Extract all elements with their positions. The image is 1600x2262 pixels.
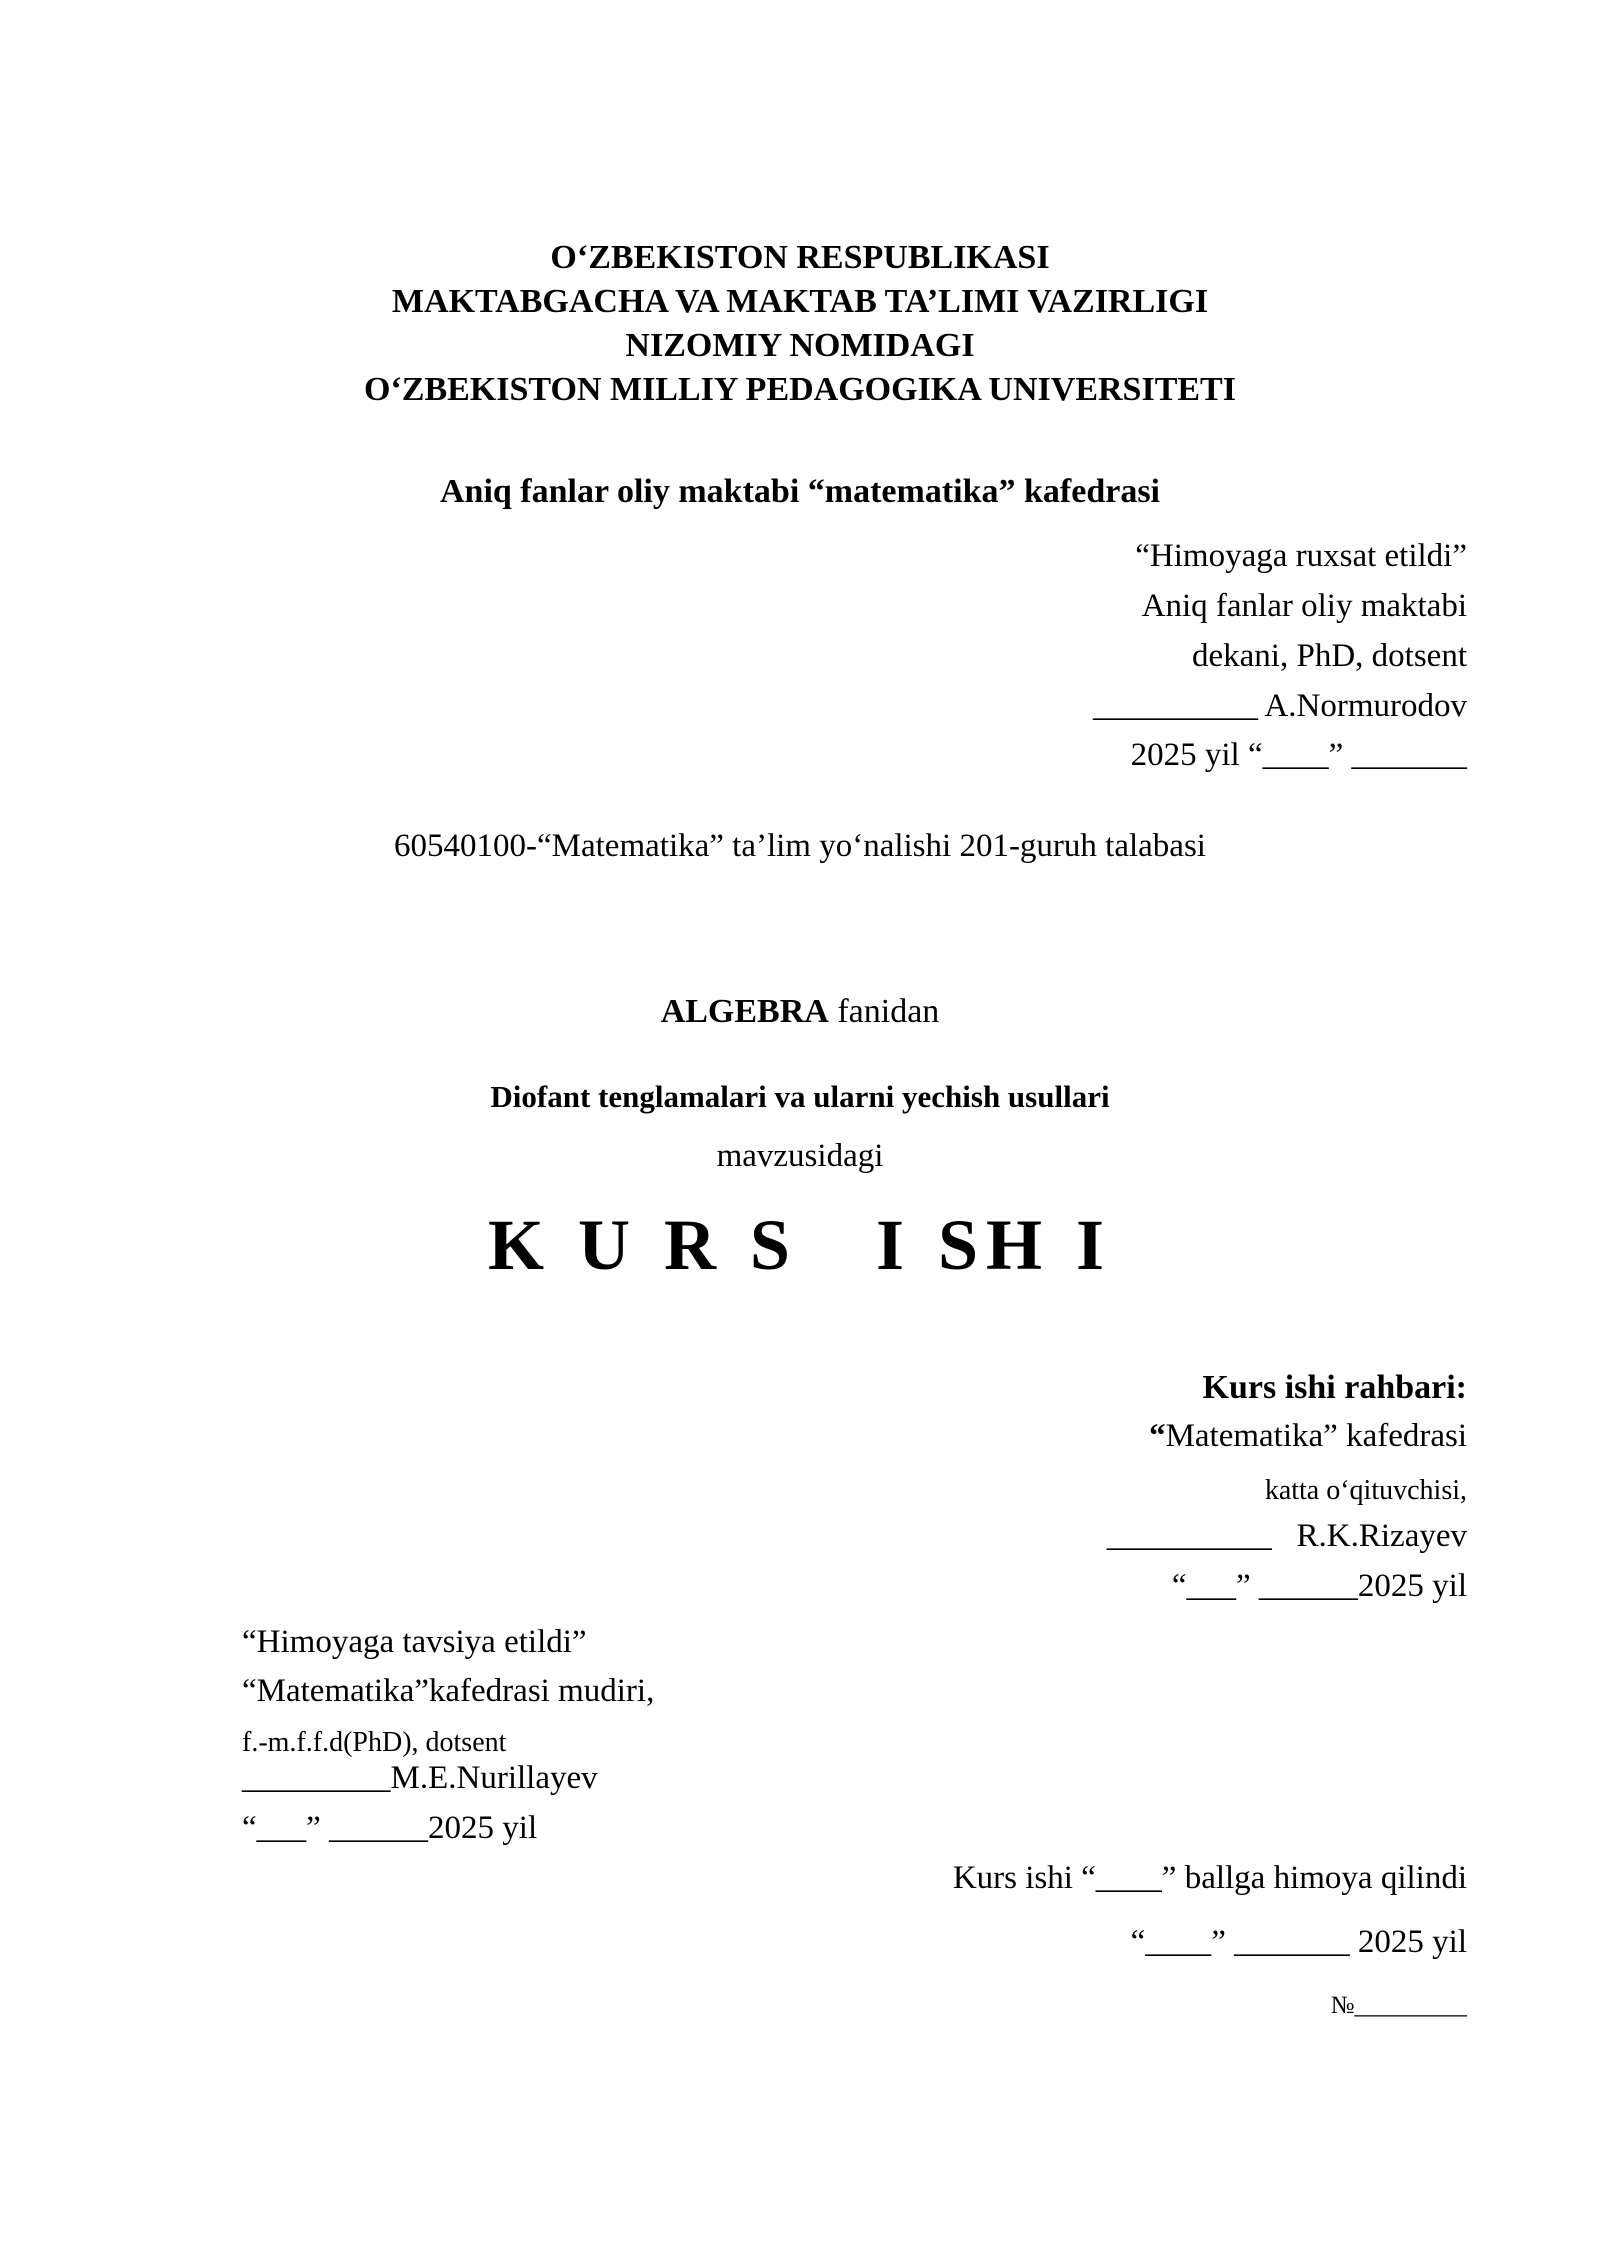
- header-line-4: O‘ZBEKISTON MILLIY PEDAGOGIKA UNIVERSITETI: [364, 371, 1236, 408]
- recommendation-line-2: “Matematika”kafedrasi mudiri,: [242, 1673, 655, 1709]
- approval-line-2: Aniq fanlar oliy maktabi: [1141, 588, 1467, 624]
- defense-line-1: Kurs ishi “____” ballga himoya qilindi: [952, 1860, 1467, 1896]
- recommendation-line-3: f.-m.f.f.d(PhD), dotsent: [242, 1727, 507, 1758]
- supervisor-quote-open: “: [1149, 1418, 1166, 1454]
- approval-line-3: dekani, PhD, dotsent: [1192, 638, 1467, 674]
- student-info: 60540100-“Matematika” ta’lim yo‘nalishi 201-guruh talabasi: [394, 828, 1206, 864]
- defense-date: “____” _______ 2025 yil: [1130, 1924, 1467, 1960]
- header-line-1: O‘ZBEKISTON RESPUBLIKASI: [550, 239, 1050, 276]
- supervisor-dept-text: Matematika” kafedrasi: [1165, 1418, 1467, 1454]
- header-line-2: MAKTABGACHA VA MAKTAB TA’LIMI VAZIRLIGI: [391, 283, 1209, 320]
- recommendation-date: “___” ______2025 yil: [242, 1810, 538, 1846]
- approval-date: 2025 yil “____” _______: [1130, 737, 1467, 773]
- topic-suffix: mavzusidagi: [716, 1138, 884, 1174]
- recommendation-line-1: “Himoyaga tavsiya etildi”: [242, 1624, 587, 1660]
- document-title: K U R S I SH I: [487, 1205, 1113, 1285]
- subject-suffix: fanidan: [828, 993, 940, 1030]
- supervisor-position: katta o‘qituvchisi,: [1264, 1475, 1467, 1506]
- subject-line: [0, 992, 1600, 1031]
- supervisor-heading: Kurs ishi rahbari:: [1202, 1369, 1467, 1406]
- topic-title: Diofant tenglamalari va ularni yechish usullari: [490, 1079, 1110, 1114]
- approval-line-1: “Himoyaga ruxsat etildi”: [1135, 538, 1467, 574]
- approval-signature: __________ A.Normurodov: [1093, 688, 1467, 724]
- department-title: Aniq fanlar oliy maktabi “matematika” kafedrasi: [439, 473, 1160, 510]
- supervisor-signature: __________ R.K.Rizayev: [1106, 1518, 1467, 1554]
- supervisor-department: [1149, 1418, 1467, 1456]
- header-line-3: NIZOMIY NOMIDAGI: [625, 327, 975, 364]
- recommendation-signature: _________M.E.Nurillayev: [242, 1760, 598, 1796]
- subject-name: ALGEBRA: [660, 993, 829, 1030]
- defense-number: №_________: [1330, 1992, 1467, 2019]
- supervisor-date: “___” ______2025 yil: [1171, 1568, 1467, 1604]
